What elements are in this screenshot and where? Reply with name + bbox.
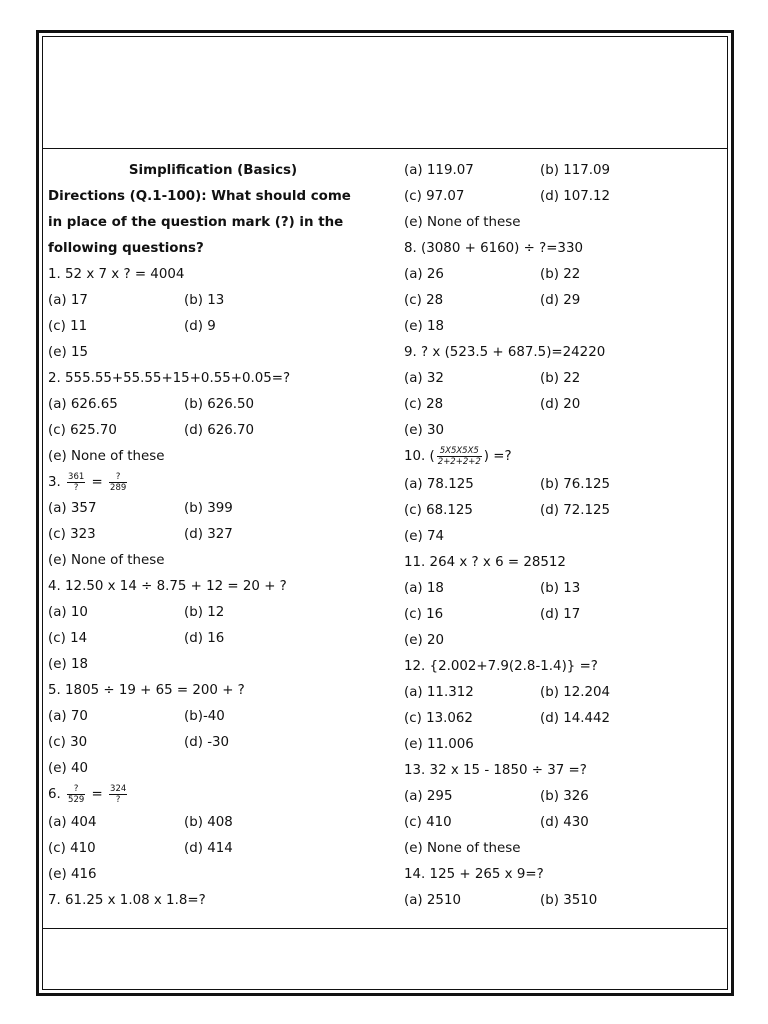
- option-b: (b) 3510: [540, 893, 598, 908]
- fraction: [109, 784, 127, 805]
- option-c: (c) 30: [48, 735, 88, 750]
- option-e: (e) 20: [404, 633, 444, 648]
- denominator: 529: [68, 794, 85, 805]
- denominator: ?: [73, 482, 79, 493]
- options-row: [404, 158, 724, 184]
- option-d: (d) 14.442: [540, 711, 611, 726]
- option-a: (a) 119.07: [404, 163, 474, 178]
- option-d: (d) 430: [540, 815, 589, 830]
- option-b: (b)-40: [184, 709, 225, 724]
- option-b: (b) 13: [184, 293, 225, 308]
- option-a: (a) 18: [404, 581, 444, 596]
- options-row: [48, 626, 378, 652]
- option-e: (e) 30: [404, 423, 444, 438]
- question-14: 14. 125 + 265 x 9=?: [404, 867, 544, 882]
- question-4: 4. 12.50 x 14 ÷ 8.75 + 12 = 20 + ?: [48, 579, 287, 594]
- options-row: [404, 472, 724, 498]
- option-c: (c) 28: [404, 293, 444, 308]
- options-row: [404, 576, 724, 602]
- options-row: [48, 418, 378, 444]
- question-5: 5. 1805 ÷ 19 + 65 = 200 + ?: [48, 683, 245, 698]
- option-e: (e) None of these: [48, 449, 165, 464]
- numerator: 5X5X5X5: [437, 446, 482, 457]
- question-13: 13. 32 x 15 - 1850 ÷ 37 =?: [404, 763, 587, 778]
- option-b: (b) 13: [540, 581, 581, 596]
- option-b: (b) 408: [184, 815, 233, 830]
- option-a: (a) 32: [404, 371, 444, 386]
- fraction: [437, 446, 482, 467]
- option-c: (c) 97.07: [404, 189, 465, 204]
- denominator: 2+2+2+2: [437, 456, 481, 467]
- directions-line: Directions (Q.1-100): What should come: [48, 189, 351, 204]
- denominator: 289: [110, 482, 127, 493]
- option-a: (a) 404: [48, 815, 97, 830]
- option-b: (b) 12: [184, 605, 225, 620]
- option-b: (b) 626.50: [184, 397, 255, 412]
- left-column: [48, 158, 378, 914]
- question-2: 2. 555.55+55.55+15+0.55+0.05=?: [48, 371, 291, 386]
- option-a: (a) 2510: [404, 893, 461, 908]
- option-e: (e) 11.006: [404, 737, 474, 752]
- option-e: (e) 40: [48, 761, 88, 776]
- fraction: [109, 472, 127, 493]
- option-c: (c) 16: [404, 607, 444, 622]
- question-8: 8. (3080 + 6160) ÷ ?=330: [404, 241, 583, 256]
- numerator: ?: [109, 472, 127, 483]
- options-row: [48, 392, 378, 418]
- options-row: [48, 810, 378, 836]
- question-7: 7. 61.25 x 1.08 x 1.8=?: [48, 893, 206, 908]
- option-e: (e) 74: [404, 529, 444, 544]
- option-a: (a) 295: [404, 789, 453, 804]
- option-a: (a) 626.65: [48, 397, 118, 412]
- option-e: (e) 15: [48, 345, 88, 360]
- option-d: (d) 17: [540, 607, 581, 622]
- options-row: [404, 784, 724, 810]
- options-row: [404, 392, 724, 418]
- option-a: (a) 26: [404, 267, 444, 282]
- fraction: [67, 472, 85, 493]
- options-row: [404, 288, 724, 314]
- option-c: (c) 11: [48, 319, 88, 334]
- question-number: 10. (: [404, 449, 435, 464]
- question-suffix: ) =?: [483, 449, 512, 464]
- options-row: [404, 888, 724, 914]
- option-d: (d) 16: [184, 631, 225, 646]
- option-d: (d) 72.125: [540, 503, 611, 518]
- question-number: 6.: [48, 787, 61, 802]
- option-c: (c) 625.70: [48, 423, 117, 438]
- option-e: (e) 18: [404, 319, 444, 334]
- equals-sign: =: [91, 787, 103, 802]
- options-row: [48, 730, 378, 756]
- option-d: (d) 107.12: [540, 189, 611, 204]
- option-a: (a) 11.312: [404, 685, 474, 700]
- option-d: (d) 20: [540, 397, 581, 412]
- options-row: [404, 706, 724, 732]
- question-12: 12. {2.002+7.9(2.8-1.4)} =?: [404, 659, 598, 674]
- option-d: (d) 327: [184, 527, 233, 542]
- options-row: [404, 602, 724, 628]
- option-e: (e) None of these: [48, 553, 165, 568]
- option-c: (c) 410: [48, 841, 96, 856]
- option-e: (e) 18: [48, 657, 88, 672]
- options-row: [404, 366, 724, 392]
- option-d: (d) 414: [184, 841, 233, 856]
- option-b: (b) 326: [540, 789, 589, 804]
- directions-line: in place of the question mark (?) in the: [48, 215, 344, 230]
- option-b: (b) 22: [540, 371, 581, 386]
- options-row: [48, 836, 378, 862]
- option-d: (d) -30: [184, 735, 230, 750]
- option-d: (d) 29: [540, 293, 581, 308]
- option-e: (e) None of these: [404, 841, 521, 856]
- equals-sign: =: [91, 475, 103, 490]
- option-b: (b) 12.204: [540, 685, 611, 700]
- numerator: 324: [110, 783, 127, 794]
- options-row: [48, 314, 378, 340]
- numerator: 361: [68, 471, 85, 482]
- option-a: (a) 70: [48, 709, 88, 724]
- option-c: (c) 14: [48, 631, 88, 646]
- option-c: (c) 68.125: [404, 503, 473, 518]
- directions-line: following questions?: [48, 241, 204, 256]
- option-c: (c) 13.062: [404, 711, 473, 726]
- option-a: (a) 78.125: [404, 477, 474, 492]
- question-3: [48, 470, 378, 496]
- header-divider: [42, 148, 728, 149]
- options-row: [48, 496, 378, 522]
- option-b: (b) 76.125: [540, 477, 611, 492]
- option-c: (c) 410: [404, 815, 452, 830]
- page-title: Simplification (Basics): [128, 163, 298, 178]
- numerator: ?: [67, 784, 85, 795]
- option-b: (b) 399: [184, 501, 233, 516]
- denominator: ?: [115, 794, 121, 805]
- option-c: (c) 323: [48, 527, 96, 542]
- option-a: (a) 10: [48, 605, 88, 620]
- options-row: [48, 288, 378, 314]
- option-e: (e) 416: [48, 867, 97, 882]
- options-row: [404, 498, 724, 524]
- option-a: (a) 17: [48, 293, 88, 308]
- option-b: (b) 117.09: [540, 163, 611, 178]
- options-row: [48, 600, 378, 626]
- question-number: 3.: [48, 475, 61, 490]
- options-row: [404, 680, 724, 706]
- option-c: (c) 28: [404, 397, 444, 412]
- question-10: [404, 444, 724, 472]
- option-d: (d) 9: [184, 319, 216, 334]
- right-column: [404, 158, 724, 914]
- options-row: [404, 262, 724, 288]
- fraction: [67, 784, 85, 805]
- option-b: (b) 22: [540, 267, 581, 282]
- question-1: 1. 52 x 7 x ? = 4004: [48, 267, 185, 282]
- question-6: [48, 782, 378, 810]
- option-e: (e) None of these: [404, 215, 521, 230]
- options-row: [404, 810, 724, 836]
- options-row: [48, 522, 378, 548]
- question-9: 9. ? x (523.5 + 687.5)=24220: [404, 345, 606, 360]
- footer-divider: [42, 928, 728, 929]
- option-a: (a) 357: [48, 501, 97, 516]
- options-row: [404, 184, 724, 210]
- question-11: 11. 264 x ? x 6 = 28512: [404, 555, 566, 570]
- options-row: [48, 704, 378, 730]
- option-d: (d) 626.70: [184, 423, 255, 438]
